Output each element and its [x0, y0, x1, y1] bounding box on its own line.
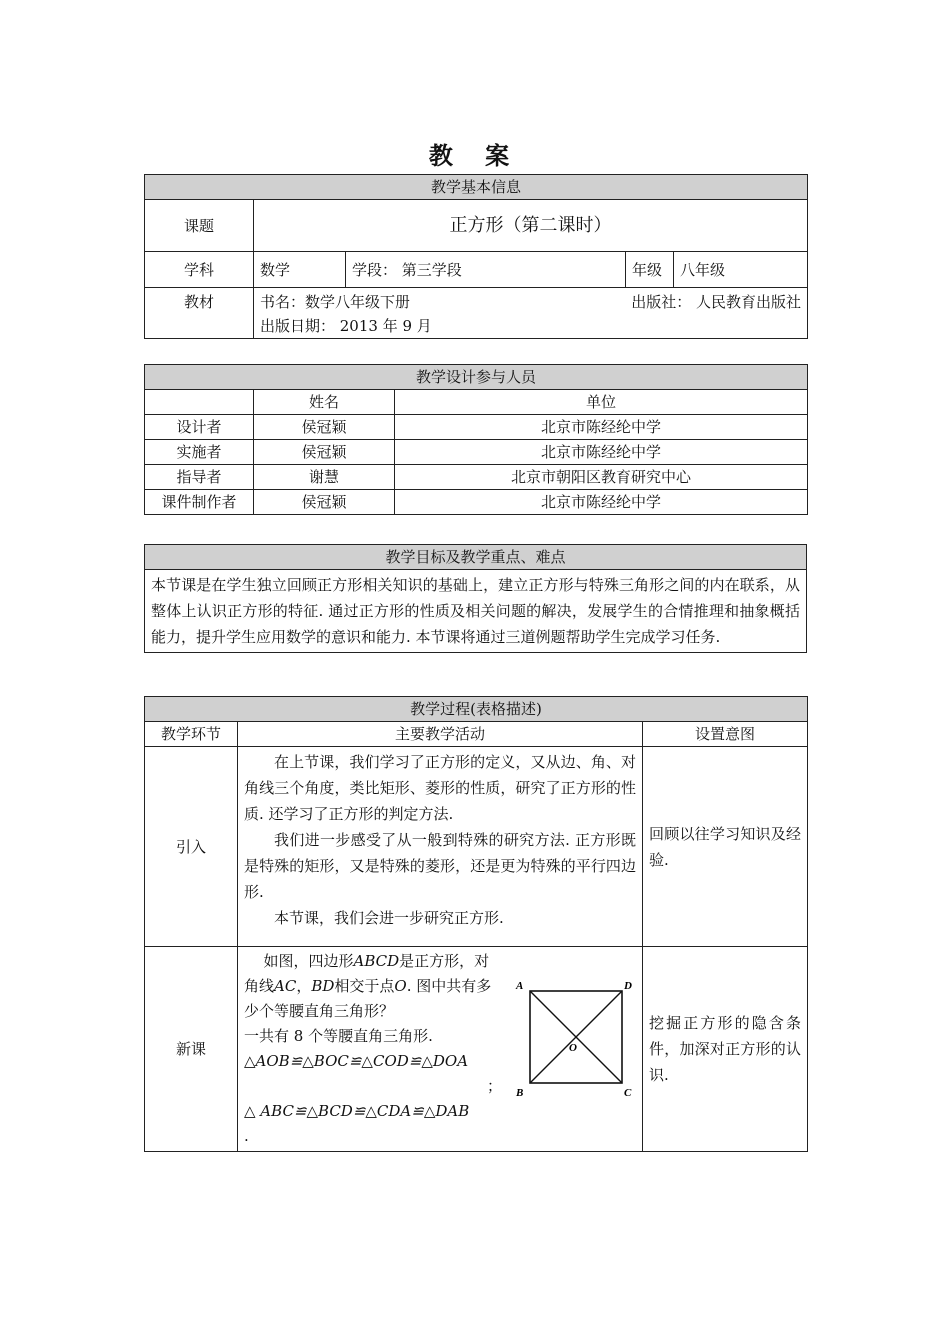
publisher: 出版社： 人民教育出版社	[631, 293, 802, 311]
book-name: 书名：数学八年级下册	[260, 293, 411, 311]
label-c: C	[624, 1087, 632, 1099]
congruence-1: △AOB≌△BOC≌△COD≌△DOA	[244, 1052, 469, 1070]
role: 课件制作者	[145, 490, 254, 515]
person-name: 侯冠颖	[254, 440, 395, 465]
table-row	[145, 465, 808, 490]
goals-table	[144, 544, 807, 653]
semicolon: ；	[486, 1077, 502, 1095]
col-intent: 设置意图	[643, 722, 808, 747]
label-b: B	[516, 1087, 524, 1099]
publish-date: 出版日期： 2013 年 9 月	[260, 317, 432, 335]
person-name: 侯冠颖	[254, 490, 395, 515]
table-row	[145, 440, 808, 465]
table-row	[145, 490, 808, 515]
staff-table	[144, 364, 808, 515]
intro-paragraph-1: 在上节课，我们学习了正方形的定义，又从边、角、对角线三个角度，类比矩形、菱形的性质，研究了正方形的性质. 还学习了正方形的判定方法.	[244, 753, 636, 823]
topic-label: 课题	[145, 200, 254, 252]
person-name: 侯冠颖	[254, 415, 395, 440]
subject-value: 数学	[254, 252, 346, 288]
col-activity: 主要教学活动	[238, 722, 643, 747]
goals-header: 教学目标及教学重点、难点	[145, 545, 807, 570]
square-diagram	[514, 977, 638, 1101]
label-o: O	[569, 1042, 577, 1054]
grade-label: 年级	[626, 252, 674, 288]
unit: 北京市陈经纶中学	[395, 490, 808, 515]
new-answer: 一共有 8 个等腰直角三角形.	[244, 1027, 433, 1045]
role: 设计者	[145, 415, 254, 440]
label-a: A	[516, 980, 524, 992]
basic-info-table	[144, 174, 808, 339]
document-title: 教 案	[428, 141, 522, 170]
col-stage: 教学环节	[145, 722, 238, 747]
period: .	[244, 1127, 249, 1145]
unit: 北京市朝阳区教育研究中心	[395, 465, 808, 490]
process-header: 教学过程(表格描述)	[145, 697, 808, 722]
basic-info-header: 教学基本信息	[145, 175, 808, 200]
new-intent: 挖掘正方形的隐含条件，加深对正方形的认识.	[643, 947, 808, 1152]
new-stage: 新课	[145, 947, 238, 1152]
role: 实施者	[145, 440, 254, 465]
subject-label: 学科	[145, 252, 254, 288]
goals-text: 本节课是在学生独立回顾正方形相关知识的基础上，建立正方形与特殊三角形之间的内在联系，从整体上认识正方形的特征. 通过正方形的性质及相关问题的解决，发展学生的合情推理和抽象概括能力，提升学生应用数学的意识和能力. 本节课将通过三道例题帮助学生完成学习任务.	[145, 570, 807, 653]
col-unit: 单位	[395, 390, 808, 415]
new-question: 如图，四边形ABCD是正方形，对角线AC，BD相交于点O. 图中共有多少个等腰直角三角形？	[244, 952, 492, 1020]
intro-intent: 回顾以往学习知识及经验.	[643, 747, 808, 947]
label-d: D	[624, 980, 632, 992]
col-name: 姓名	[254, 390, 395, 415]
topic-value: 正方形（第二课时）	[254, 200, 808, 252]
material-label: 教材	[145, 288, 254, 339]
intro-paragraph-2: 我们进一步感受了从一般到特殊的研究方法. 正方形既是特殊的矩形，又是特殊的菱形，还是更为特殊的平行四边形.	[244, 831, 636, 901]
staff-header: 教学设计参与人员	[145, 365, 808, 390]
intro-paragraph-3: 本节课，我们会进一步研究正方形.	[274, 909, 504, 927]
intro-stage: 引入	[145, 747, 238, 947]
congruence-2: △ ABC≌△BCD≌△CDA≌△DAB	[244, 1102, 470, 1120]
table-row	[145, 415, 808, 440]
stage-value: 学段： 第三学段	[346, 252, 626, 288]
unit: 北京市陈经纶中学	[395, 440, 808, 465]
person-name: 谢慧	[254, 465, 395, 490]
grade-value: 八年级	[674, 252, 808, 288]
role: 指导者	[145, 465, 254, 490]
unit: 北京市陈经纶中学	[395, 415, 808, 440]
process-table	[144, 696, 808, 1152]
